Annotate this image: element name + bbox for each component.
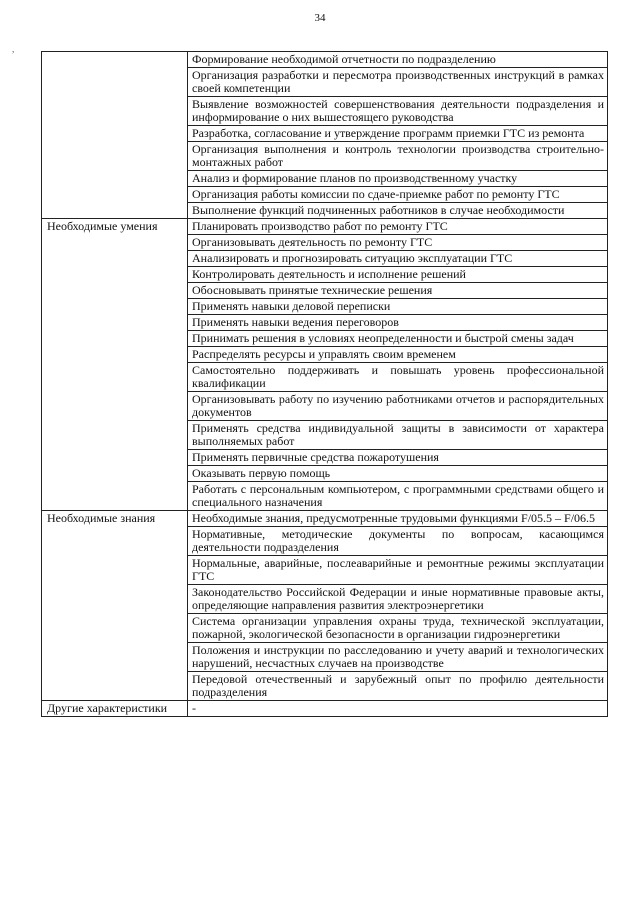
table-row <box>42 701 608 717</box>
table-row <box>42 52 608 68</box>
section-item: Планировать производство работ по ремонту ГТС <box>188 219 608 235</box>
section-item: Выявление возможностей совершенствования деятельности подразделения и информирование о них вышестоящего руководства <box>188 97 608 126</box>
section-label: Необходимые умения <box>42 219 188 511</box>
section-item: Организовывать деятельность по ремонту ГТС <box>188 235 608 251</box>
section-item: Передовой отечественный и зарубежный опыт по профилю деятельности подразделения <box>188 672 608 701</box>
margin-mark: , <box>12 44 15 54</box>
section-item: - <box>188 701 608 717</box>
section-item: Обосновывать принятые технические решения <box>188 283 608 299</box>
section-item: Законодательство Российской Федерации и иные нормативные правовые акты, определяющие направления развития электроэнергетики <box>188 585 608 614</box>
table-row <box>42 511 608 527</box>
section-label: Другие характеристики <box>42 701 188 717</box>
section-item: Разработка, согласование и утверждение программ приемки ГТС из ремонта <box>188 126 608 142</box>
section-item: Распределять ресурсы и управлять своим временем <box>188 347 608 363</box>
section-item: Выполнение функций подчиненных работников в случае необходимости <box>188 203 608 219</box>
section-item: Применять первичные средства пожаротушения <box>188 450 608 466</box>
section-item: Организация выполнения и контроль технологии производства строительно-монтажных работ <box>188 142 608 171</box>
section-item: Оказывать первую помощь <box>188 466 608 482</box>
section-item: Нормативные, методические документы по вопросам, касающимся деятельности подразделения <box>188 527 608 556</box>
section-item: Применять навыки деловой переписки <box>188 299 608 315</box>
page-number: 34 <box>314 12 326 24</box>
section-item: Контролировать деятельность и исполнение решений <box>188 267 608 283</box>
section-item: Положения и инструкции по расследованию и учету аварий и технологических нарушений, несчастных случаев на производстве <box>188 643 608 672</box>
section-item: Организация работы комиссии по сдаче-приемке работ по ремонту ГТС <box>188 187 608 203</box>
section-item: Применять навыки ведения переговоров <box>188 315 608 331</box>
section-item: Применять средства индивидуальной защиты в зависимости от характера выполняемых работ <box>188 421 608 450</box>
section-item: Система организации управления охраны труда, технической эксплуатации, пожарной, экологической безопасности в организации гидроэнергетики <box>188 614 608 643</box>
section-item: Необходимые знания, предусмотренные трудовыми функциями F/05.5 – F/06.5 <box>188 511 608 527</box>
table-body <box>42 52 608 717</box>
section-item: Организовывать работу по изучению работниками отчетов и распорядительных документов <box>188 392 608 421</box>
section-item: Анализировать и прогнозировать ситуацию эксплуатации ГТС <box>188 251 608 267</box>
table-row <box>42 219 608 235</box>
section-label: Необходимые знания <box>42 511 188 701</box>
section-item: Самостоятельно поддерживать и повышать уровень профессиональной квалификации <box>188 363 608 392</box>
section-item: Формирование необходимой отчетности по подразделению <box>188 52 608 68</box>
section-item: Организация разработки и пересмотра производственных инструкций в рамках своей компетенции <box>188 68 608 97</box>
section-item: Нормальные, аварийные, послеаварийные и ремонтные режимы эксплуатации ГТС <box>188 556 608 585</box>
section-item: Принимать решения в условиях неопределенности и быстрой смены задач <box>188 331 608 347</box>
section-label <box>42 52 188 219</box>
section-item: Работать с персональным компьютером, с программными средствами общего и специального назначения <box>188 482 608 511</box>
section-item: Анализ и формирование планов по производственному участку <box>188 171 608 187</box>
requirements-table <box>41 51 608 717</box>
